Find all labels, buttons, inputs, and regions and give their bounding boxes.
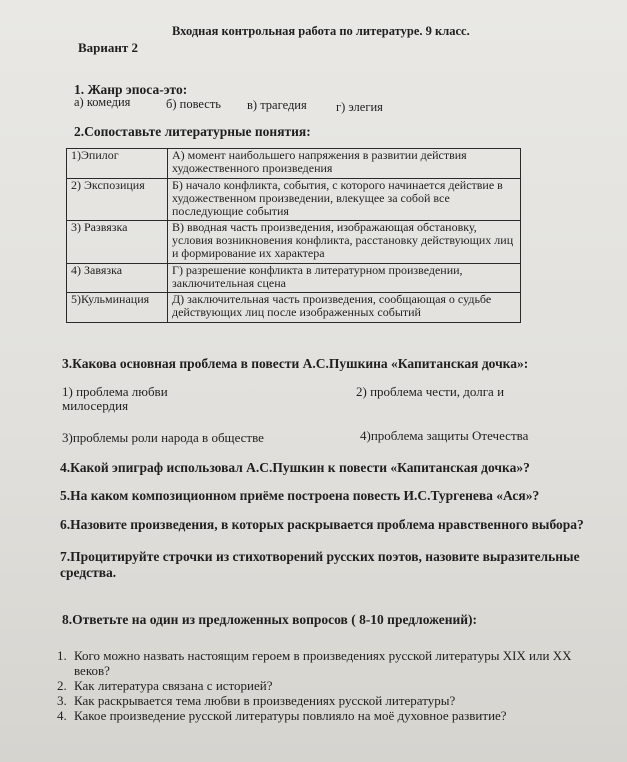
question-3: 3.Какова основная проблема в повести А.С.Пушкина «Капитанская дочка»:	[62, 356, 529, 371]
question-4: 4.Какой эпиграф использовал А.С.Пушкин к повести «Капитанская дочка»?	[60, 460, 530, 475]
definition-cell: В) вводная часть произведения, изображающая обстановку, условия возникновения конфликта, расстановку действующих лиц и формирование их характера	[168, 221, 521, 264]
table-row	[67, 293, 521, 323]
term-cell: 5)Кульминация	[67, 293, 168, 323]
definition-cell: Д) заключительная часть произведения, сообщающая о судьбе действующих лиц после изображенных событий	[168, 293, 521, 323]
q1-option-b: б) повесть	[166, 97, 221, 111]
q1-option-c: в) трагедия	[247, 98, 307, 112]
definition-cell: А) момент наибольшего напряжения в развитии действия художественного произведения	[168, 149, 521, 179]
q1-option-d: г) элегия	[336, 100, 383, 114]
list-item: 1. Кого можно назвать настоящим героем в произведениях русской литературы XIX или XX веков?	[70, 648, 610, 678]
question-2: 2.Сопоставьте литературные понятия:	[74, 124, 311, 139]
term-cell: 2) Экспозиция	[67, 179, 168, 221]
question-1: 1. Жанр эпоса-это:	[74, 82, 188, 97]
q3-option-3: 3)проблемы роли народа в обществе	[62, 430, 264, 445]
list-item: 3. Как раскрывается тема любви в произведениях русской литературы?	[70, 693, 610, 708]
definition-cell: Б) начало конфликта, события, с которого начинается действие в художественном произведении, влекущее за собой все последующие события	[168, 179, 521, 221]
table-row	[67, 149, 521, 179]
page-title: Входная контрольная работа по литературе. 9 класс.	[172, 24, 470, 38]
q3-option-2: 2) проблема чести, долга и	[356, 384, 505, 399]
table-row	[67, 221, 521, 264]
q1-option-a: а) комедия	[74, 95, 131, 109]
q3-option-4: 4)проблема защиты Отечества	[360, 428, 529, 443]
question-8: 8.Ответьте на один из предложенных вопросов ( 8-10 предложений):	[62, 612, 478, 627]
q3-option-1: 1) проблема любви	[62, 384, 168, 399]
term-cell: 1)Эпилог	[67, 149, 168, 179]
table-row	[67, 264, 521, 293]
table-row	[67, 179, 521, 221]
term-cell: 4) Завязка	[67, 264, 168, 293]
question-7: 7.Процитируйте строчки из стихотворений русских поэтов, назовите выразительные	[60, 549, 580, 564]
question-5: 5.На каком композиционном приёме построена повесть И.С.Тургенева «Ася»?	[60, 488, 540, 503]
question-6: 6.Назовите произведения, в которых раскрывается проблема нравственного выбора?	[60, 517, 584, 532]
variant-label: Вариант 2	[78, 40, 139, 55]
question-7-continuation: средства.	[60, 565, 117, 580]
list-item: 4. Какое произведение русской литературы повлияло на моё духовное развитие?	[70, 708, 610, 723]
list-item: 2. Как литература связана с историей?	[70, 678, 610, 693]
definition-cell: Г) разрешение конфликта в литературном произведении, заключительная сцена	[168, 264, 521, 293]
essay-question-list	[48, 648, 610, 723]
matching-table	[66, 148, 521, 323]
term-cell: 3) Развязка	[67, 221, 168, 264]
q3-option-1-continuation: милосердия	[62, 398, 129, 413]
